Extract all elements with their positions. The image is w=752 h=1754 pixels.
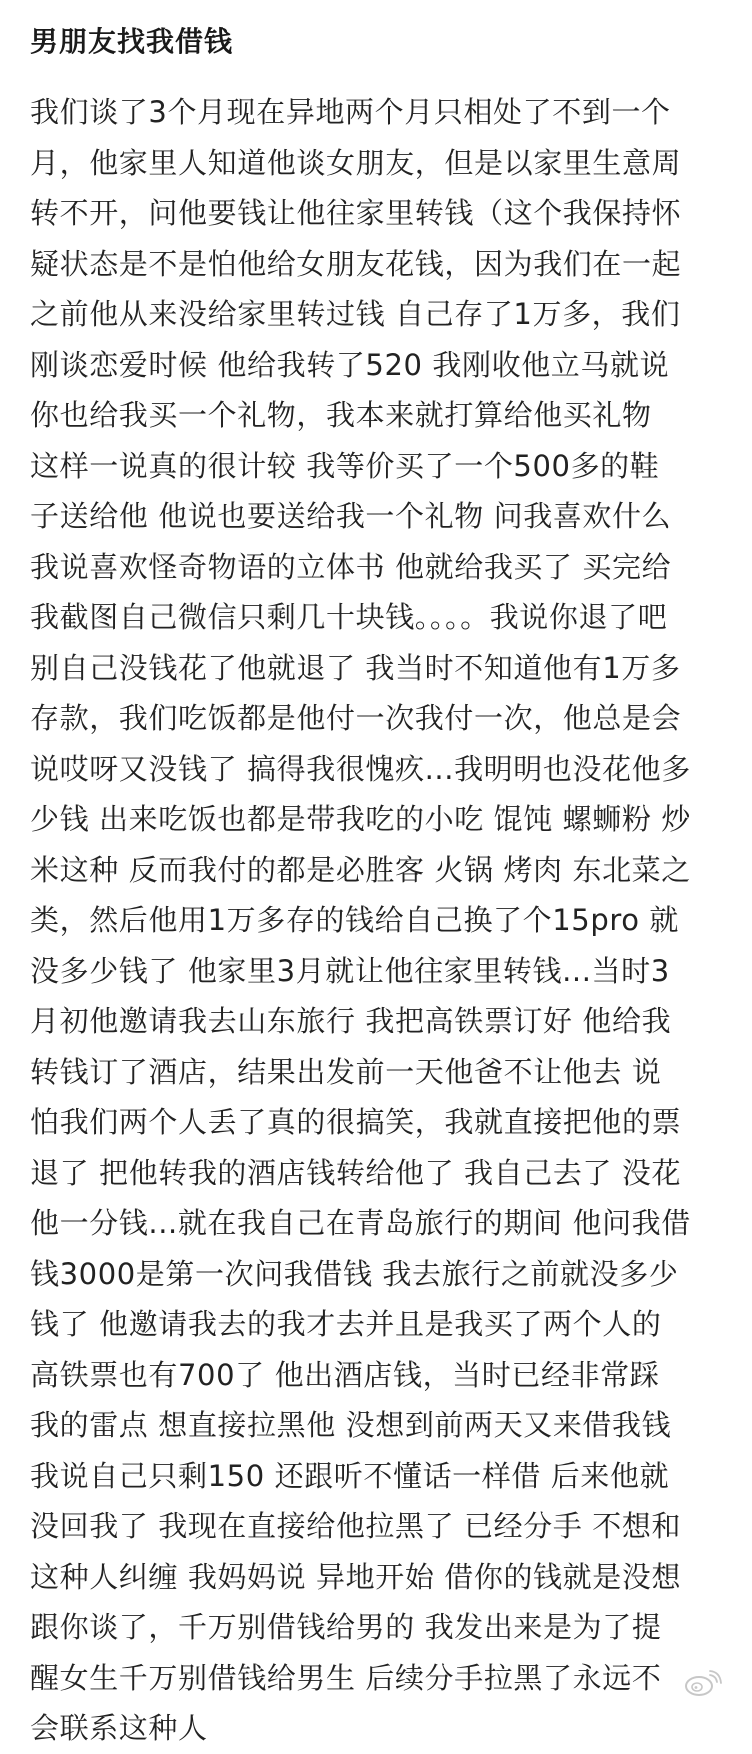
- post-body-line: 会联系这种人: [30, 1711, 208, 1745]
- post-body-line: 醒女生千万别借钱给男生 后续分手拉黑了永远不: [30, 1660, 662, 1695]
- post-body-line: 钱了 他邀请我去的我才去并且是我买了两个人的: [30, 1307, 662, 1341]
- post-body-line: 这种人纠缠 我妈妈说 异地开始 借你的钱就是没想: [30, 1559, 682, 1594]
- post-body-line: 我说喜欢怪奇物语的立体书 他就给我买了 买完给: [30, 549, 672, 584]
- post-body-line: 月初他邀请我去山东旅行 我把高铁票订好 他给我: [30, 1004, 672, 1038]
- weibo-logo-icon: [682, 1669, 722, 1697]
- post-body-line: 他一分钱...就在我自己在青岛旅行的期间 他问我借: [30, 1206, 691, 1240]
- post-body-line: 月，他家里人知道他谈女朋友，但是以家里生意周: [30, 145, 682, 180]
- post-body-line: 我们谈了3个月现在异地两个月只相处了不到一个: [30, 95, 671, 129]
- post-body-line: 子送给他 他说也要送给我一个礼物 问我喜欢什么: [30, 499, 672, 533]
- post-body-line: 转不开，问他要钱让他往家里转钱（这个我保持怀: [30, 196, 682, 230]
- post-body-line: 我的雷点 想直接拉黑他 没想到前两天又来借我钱: [30, 1408, 672, 1442]
- post-body-line: 少钱 出来吃饭也都是带我吃的小吃 馄饨 螺蛳粉 炒: [30, 802, 691, 836]
- post-body-line: 别自己没钱花了他就退了 我当时不知道他有1万多: [30, 650, 681, 685]
- post-body-line: 钱3000是第一次问我借钱 我去旅行之前就没多少: [30, 1256, 679, 1291]
- watermark: [682, 1663, 722, 1703]
- post-body-line: 之前他从来没给家里转过钱 自己存了1万多，我们: [30, 297, 681, 331]
- post-body-line: 刚谈恋爱时候 他给我转了520 我刚收他立马就说: [30, 347, 670, 382]
- post-body-line: 退了 把他转我的酒店钱转给他了 我自己去了 没花: [30, 1155, 682, 1190]
- post-body-line: 没回我了 我现在直接给他拉黑了 已经分手 不想和: [30, 1509, 682, 1543]
- post-body-line: 你也给我买一个礼物，我本来就打算给他买礼物: [30, 398, 652, 432]
- post-body-line: 说哎呀又没钱了 搞得我很愧疚...我明明也没花他多: [30, 751, 691, 786]
- post-body-line: 跟你谈了，千万别借钱给男的 我发出来是为了提: [30, 1610, 662, 1644]
- post-body-line: 疑状态是不是怕他给女朋友花钱，因为我们在一起: [30, 246, 682, 281]
- post-body-line: 高铁票也有700了 他出酒店钱，当时已经非常踩: [30, 1357, 660, 1392]
- post-body-line: 没多少钱了 他家里3月就让他往家里转钱...当时3: [30, 953, 670, 988]
- post-body-line: 米这种 反而我付的都是必胜客 火锅 烤肉 东北菜之: [30, 852, 691, 887]
- post-body-line: 存款，我们吃饭都是他付一次我付一次，他总是会: [30, 701, 682, 735]
- post-body-line: 怕我们两个人丢了真的很搞笑，我就直接把他的票: [30, 1105, 682, 1139]
- post-body-line: 我说自己只剩150 还跟听不懂话一样借 后来他就: [30, 1458, 670, 1493]
- post-body-line: 我截图自己微信只剩几十块钱。。。。我说你退了吧: [30, 600, 668, 634]
- post-body-line: 转钱订了酒店，结果出发前一天他爸不让他去 说: [30, 1054, 662, 1089]
- post-title: 男朋友找我借钱: [30, 25, 234, 58]
- post-body-line: 这样一说真的很计较 我等价买了一个500多的鞋: [30, 448, 660, 483]
- post-body: [30, 62, 722, 1754]
- post-body-line: 类，然后他用1万多存的钱给自己换了个15pro 就: [30, 903, 680, 937]
